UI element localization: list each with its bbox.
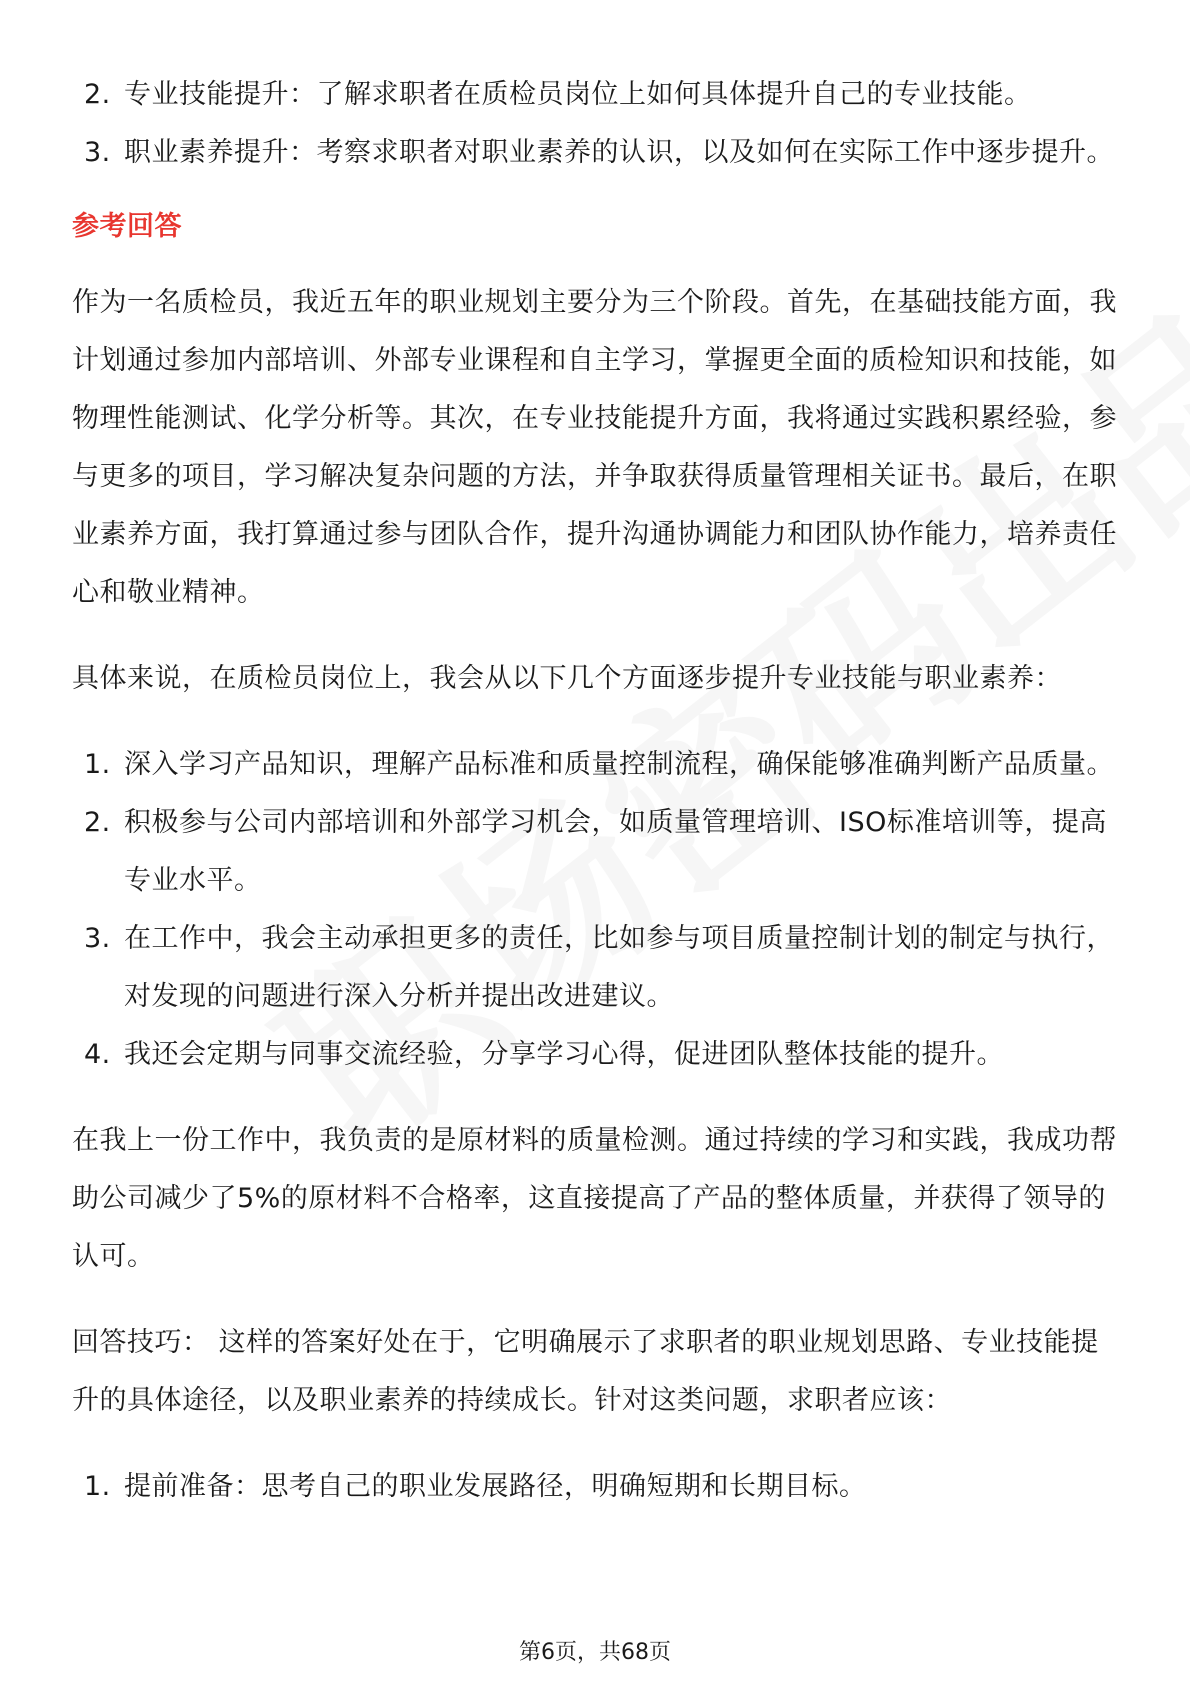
list-number: 4. bbox=[84, 1039, 111, 1070]
page-content bbox=[72, 66, 1118, 1516]
section-title: 参考回答 bbox=[72, 211, 182, 242]
list-number: 1. bbox=[84, 1471, 111, 1502]
list-item bbox=[72, 66, 1118, 124]
list-item-text: 积极参与公司内部培训和外部学习机会，如质量管理培训、ISO标准培训等，提高专业水平。 bbox=[124, 807, 1107, 896]
list-number: 1. bbox=[84, 749, 111, 780]
list-item-text: 职业素养提升：考察求职者对职业素养的认识，以及如何在实际工作中逐步提升。 bbox=[124, 137, 1114, 168]
list-item-text: 提前准备：思考自己的职业发展路径，明确短期和长期目标。 bbox=[124, 1471, 867, 1502]
list-item-text: 深入学习产品知识，理解产品标准和质量控制流程，确保能够准确判断产品质量。 bbox=[124, 749, 1114, 780]
list-number: 2. bbox=[84, 807, 111, 838]
list-number: 3. bbox=[84, 923, 111, 954]
list-item bbox=[72, 1026, 1118, 1084]
paragraph: 在我上一份工作中，我负责的是原材料的质量检测。通过持续的学习和实践，我成功帮助公司减少了5%的原材料不合格率，这直接提高了产品的整体质量，并获得了领导的认可。 bbox=[72, 1125, 1117, 1272]
list-item bbox=[72, 736, 1118, 794]
list-item bbox=[72, 910, 1118, 1026]
top-list bbox=[72, 66, 1118, 182]
paragraph: 作为一名质检员，我近五年的职业规划主要分为三个阶段。首先，在基础技能方面，我计划通过参加内部培训、外部专业课程和自主学习，掌握更全面的质检知识和技能，如物理性能测试、化学分析等。其次，在专业技能提升方面，我将通过实践积累经验，参与更多的项目，学习解决复杂问题的方法，并争取获得质量管理相关证书。最后，在职业素养方面，我打算通过参与团队合作，提升沟通协调能力和团队协作能力，培养责任心和敬业精神。 bbox=[72, 287, 1117, 608]
detail-list bbox=[72, 736, 1118, 1084]
list-item bbox=[72, 1458, 1118, 1516]
list-number: 3. bbox=[84, 137, 111, 168]
list-item-text: 在工作中，我会主动承担更多的责任，比如参与项目质量控制计划的制定与执行，对发现的问题进行深入分析并提出改进建议。 bbox=[124, 923, 1114, 1012]
list-item-text: 我还会定期与同事交流经验，分享学习心得，促进团队整体技能的提升。 bbox=[124, 1039, 1004, 1070]
list-item bbox=[72, 794, 1118, 910]
paragraph: 具体来说，在质检员岗位上，我会从以下几个方面逐步提升专业技能与职业素养： bbox=[72, 663, 1062, 694]
list-item-text: 专业技能提升：了解求职者在质检员岗位上如何具体提升自己的专业技能。 bbox=[124, 79, 1032, 110]
list-number: 2. bbox=[84, 79, 111, 110]
page-footer: 第6页，共68页 bbox=[519, 1640, 671, 1665]
tips-list bbox=[72, 1458, 1118, 1516]
paragraph: 回答技巧： 这样的答案好处在于，它明确展示了求职者的职业规划思路、专业技能提升的具体途径，以及职业素养的持续成长。针对这类问题，求职者应该： bbox=[72, 1327, 1099, 1416]
list-item bbox=[72, 124, 1118, 182]
